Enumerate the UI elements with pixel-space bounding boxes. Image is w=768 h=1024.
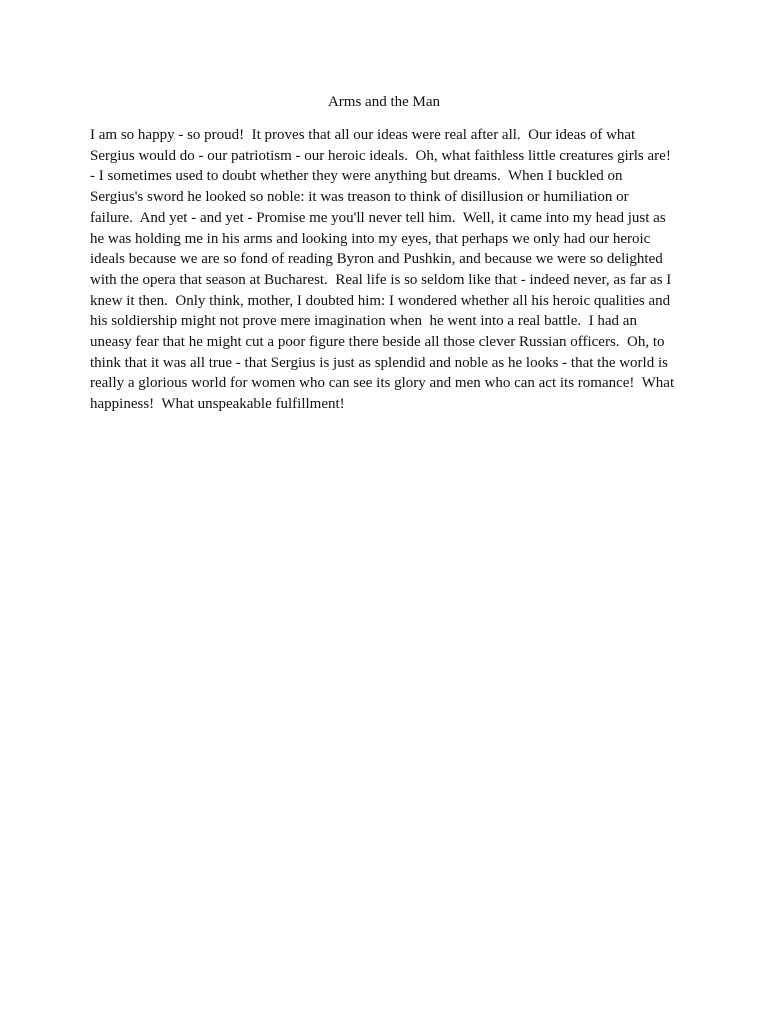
paragraph-line: Sergius's sword he looked so noble: it was treason to think of disillusion or humiliation or [90,189,629,206]
paragraph-line: happiness! What unspeakable fulfillment! [90,396,345,413]
body-paragraph [90,125,690,415]
paragraph-line: uneasy fear that he might cut a poor figure there beside all those clever Russian officers. Oh, to [90,334,665,351]
paragraph-line: really a glorious world for women who can see its glory and men who can act its romance! What [90,375,675,392]
document-title: Arms and the Man [327,94,441,110]
paragraph-line: - I sometimes used to doubt whether they were anything but dreams. When I buckled on [90,168,623,185]
paragraph-line: his soldiership might not prove mere imagination when he went into a real battle. I had an [90,313,637,330]
paragraph-line: ideals because we are so fond of reading Byron and Pushkin, and because we were so delighted [90,251,663,268]
paragraph-line: knew it then. Only think, mother, I doubted him: I wondered whether all his heroic qualities and [90,292,671,309]
paragraph-line: think that it was all true - that Sergius is just as splendid and noble as he looks - that the world is [90,354,668,371]
paragraph-line: he was holding me in his arms and looking into my eyes, that perhaps we only had our heroic [90,230,651,247]
paragraph-line: failure. And yet - and yet - Promise me you'll never tell him. Well, it came into my head just as [90,209,666,226]
paragraph-line: with the opera that season at Bucharest. Real life is so seldom like that - indeed never, as far as I [90,271,672,288]
paragraph-line: I am so happy - so proud! It proves that all our ideas were real after all. Our ideas of what [90,127,636,143]
paragraph-line: Sergius would do - our patriotism - our heroic ideals. Oh, what faithless little creatures girls are! [90,147,671,164]
